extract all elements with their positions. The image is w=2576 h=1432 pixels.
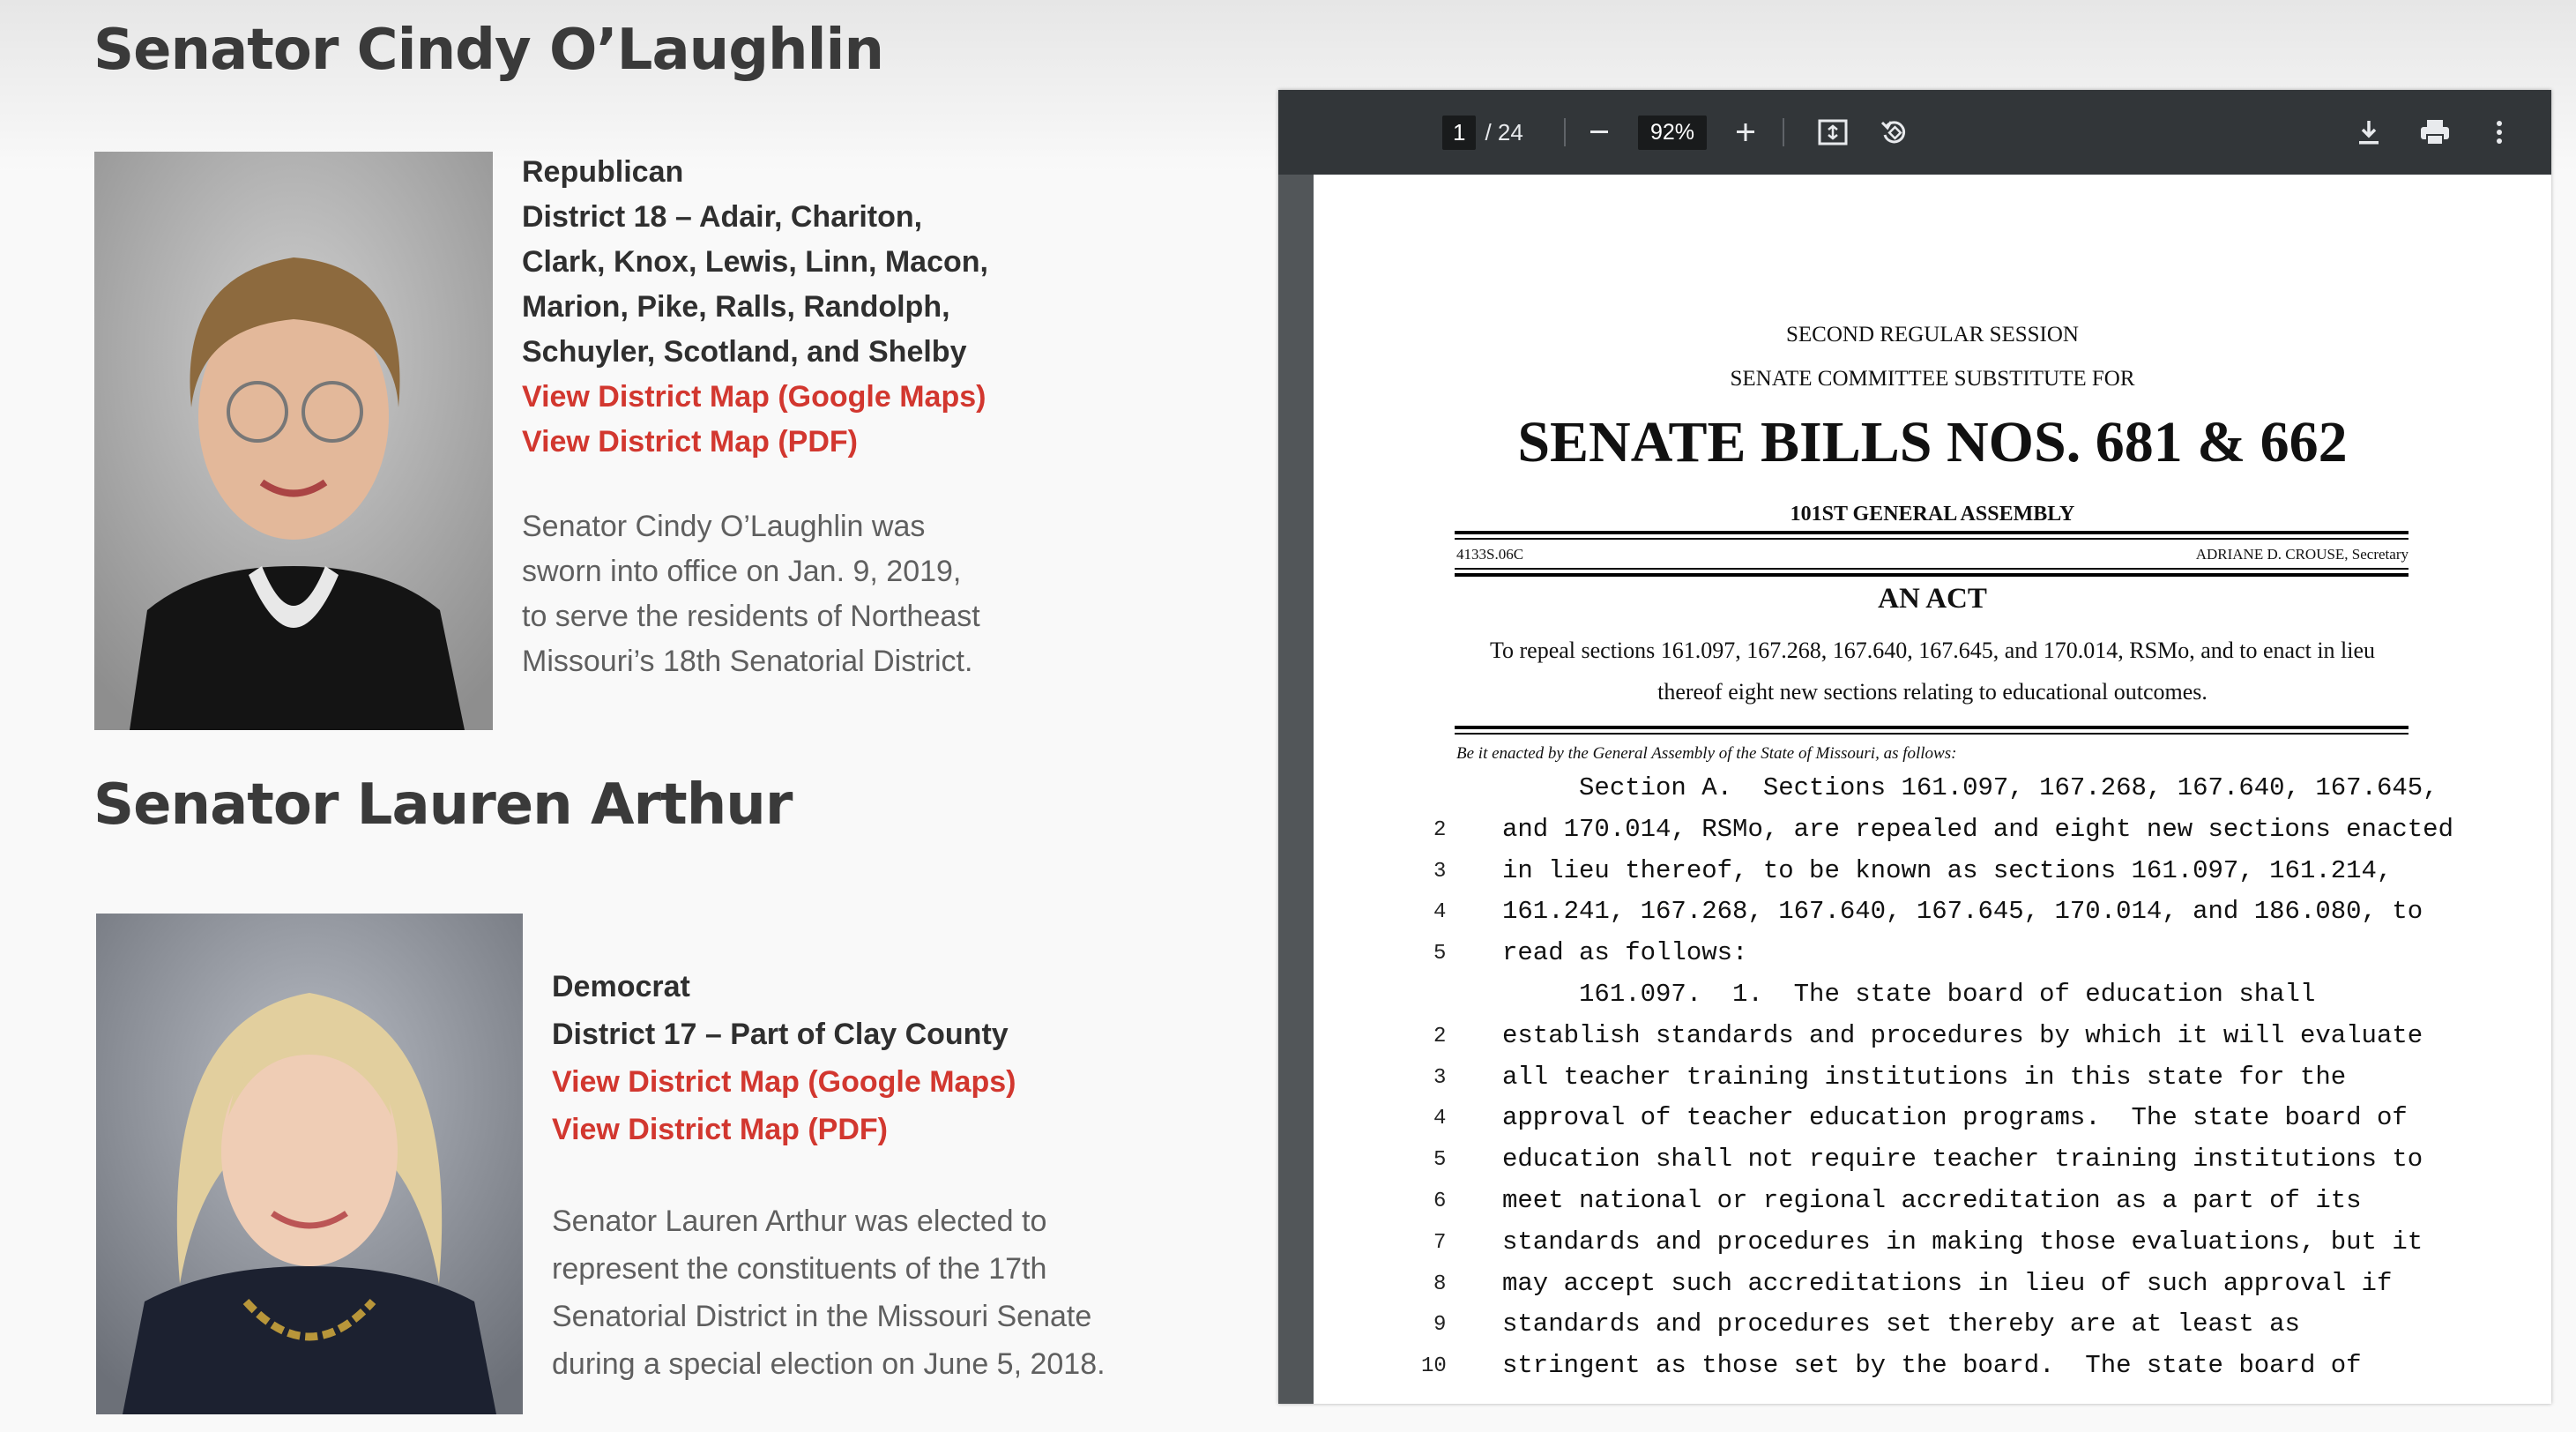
senator-details (552, 963, 1016, 1153)
bio-line: to serve the residents of Northeast (522, 600, 980, 633)
bill-text-line: meet national or regional accreditation as a part of its (1502, 1186, 2362, 1215)
print-icon (2419, 118, 2451, 146)
senator-photo (94, 152, 493, 730)
page-number-input[interactable]: 1 (1442, 116, 1476, 150)
line-number: 5 (1433, 1148, 1447, 1173)
senator-bio (552, 1197, 1106, 1388)
bill-title: SENATE BILLS NOS. 681 & 662 (1517, 410, 2348, 474)
bill-text-line: standards and procedures set thereby are at least as (1502, 1309, 2300, 1339)
divider-rule (1455, 573, 2408, 577)
district-line: Schuyler, Scotland, and Shelby (522, 335, 967, 369)
divider-rule (1455, 726, 2408, 729)
senator-profiles (0, 0, 1269, 1432)
act-heading: AN ACT (1878, 583, 1987, 615)
zoom-in-button[interactable] (1733, 90, 1758, 175)
line-number: 5 (1433, 942, 1447, 966)
bio-line: Missouri’s 18th Senatorial District. (522, 645, 973, 678)
divider-rule (1455, 531, 2408, 534)
line-number: 10 (1421, 1354, 1447, 1379)
enacting-clause: Be it enacted by the General Assembly of the State of Missouri, as follows: (1456, 744, 1957, 763)
bio-line: during a special election on June 5, 2018. (552, 1347, 1106, 1381)
plus-icon (1733, 120, 1758, 145)
line-number: 4 (1433, 1107, 1447, 1131)
line-number: 6 (1433, 1190, 1447, 1213)
purpose-line: thereof eight new sections relating to educational outcomes. (1657, 679, 2207, 705)
session-heading: SECOND REGULAR SESSION (1786, 323, 2079, 347)
district-map-google-link[interactable]: View District Map (Google Maps) (522, 380, 986, 414)
district-line: Clark, Knox, Lewis, Linn, Macon, (522, 245, 988, 279)
fit-page-button[interactable] (1818, 90, 1848, 175)
bio-line: represent the constituents of the 17th (552, 1252, 1047, 1286)
line-number: 8 (1433, 1272, 1447, 1296)
line-number: 9 (1433, 1313, 1447, 1338)
line-number: 3 (1433, 859, 1447, 884)
secretary-name: ADRIANE D. CROUSE, Secretary (2195, 546, 2408, 563)
download-icon (2356, 118, 2382, 146)
district-line: Marion, Pike, Ralls, Randolph, (522, 290, 950, 324)
bio-line: Senatorial District in the Missouri Senate (552, 1300, 1092, 1333)
bill-text-line: approval of teacher education programs. The state board of (1502, 1103, 2408, 1133)
bill-text-line: and 170.014, RSMo, are repealed and eight new sections enacted (1502, 814, 2453, 844)
bill-text-line: all teacher training institutions in this state for the (1502, 1062, 2347, 1092)
bill-text-line: read as follows: (1502, 938, 1748, 968)
district-line: District 18 – Adair, Chariton, (522, 200, 923, 234)
bill-text-line: 161.241, 167.268, 167.640, 167.645, 170.014, and 186.080, to (1502, 897, 2423, 927)
party-label: Democrat (552, 970, 690, 1003)
bio-line: sworn into office on Jan. 9, 2019, (522, 555, 962, 588)
district-map-pdf-link[interactable]: View District Map (PDF) (522, 425, 858, 459)
line-number: 2 (1433, 817, 1447, 842)
toolbar-divider (1783, 118, 1784, 146)
senator-bio (522, 504, 980, 684)
district-map-pdf-link[interactable]: View District Map (PDF) (552, 1113, 888, 1146)
toolbar-divider (1564, 118, 1566, 146)
rotate-button[interactable] (1880, 90, 1910, 175)
bill-text-line: establish standards and procedures by which it will evaluate (1502, 1020, 2423, 1050)
substitute-heading: SENATE COMMITTEE SUBSTITUTE FOR (1730, 367, 2135, 391)
bill-text-line: standards and procedures in making those evaluations, but it (1502, 1227, 2423, 1257)
minus-icon (1587, 120, 1612, 145)
page-total: / 24 (1485, 118, 1523, 145)
divider-rule (1455, 733, 2408, 735)
pdf-toolbar (1278, 90, 2551, 175)
bio-line: Senator Lauren Arthur was elected to (552, 1205, 1047, 1238)
divider-rule (1455, 538, 2408, 540)
line-number: 2 (1433, 1024, 1447, 1048)
pdf-viewer (1278, 90, 2551, 1404)
print-button[interactable] (2419, 90, 2451, 175)
bill-text-line: stringent as those set by the board. The state board of (1502, 1351, 2362, 1381)
bill-text-line: Section A. Sections 161.097, 167.268, 167.640, 167.645, (1502, 773, 2438, 802)
line-number: 7 (1433, 1230, 1447, 1255)
more-vert-icon (2495, 119, 2504, 145)
party-label: Republican (522, 155, 684, 189)
divider-rule (1455, 568, 2408, 570)
senator-name: Senator Lauren Arthur (93, 772, 793, 838)
fit-page-icon (1818, 119, 1848, 145)
senator-photo (96, 914, 523, 1414)
bill-text-line: education shall not require teacher training institutions to (1502, 1145, 2423, 1175)
download-button[interactable] (2356, 90, 2382, 175)
bill-text-line: 161.097. 1. The state board of education shall (1502, 980, 2316, 1009)
zoom-level[interactable] (1638, 90, 1707, 175)
zoom-value: 92% (1638, 116, 1707, 150)
purpose-line: To repeal sections 161.097, 167.268, 167.640, 167.645, and 170.014, RSMo, and to enact in lieu (1489, 638, 2376, 663)
senator-name: Senator Cindy O’Laughlin (93, 18, 883, 83)
senator-details (522, 150, 988, 465)
bio-line: Senator Cindy O’Laughlin was (522, 510, 926, 543)
assembly-heading: 101ST GENERAL ASSEMBLY (1790, 503, 2075, 526)
line-number: 4 (1433, 900, 1447, 925)
page-indicator (1442, 90, 1523, 175)
zoom-out-button[interactable] (1587, 90, 1612, 175)
district-map-google-link[interactable]: View District Map (Google Maps) (552, 1065, 1016, 1099)
line-number: 3 (1433, 1065, 1447, 1090)
more-options-button[interactable] (2495, 90, 2504, 175)
bill-text-line: in lieu thereof, to be known as sections 161.097, 161.214, (1502, 855, 2393, 885)
district-line: District 17 – Part of Clay County (552, 1018, 1009, 1051)
bill-code: 4133S.06C (1456, 546, 1524, 563)
pdf-page (1314, 175, 2551, 1404)
bill-text-line: may accept such accreditations in lieu of such approval if (1502, 1268, 2393, 1298)
rotate-icon (1880, 117, 1910, 147)
